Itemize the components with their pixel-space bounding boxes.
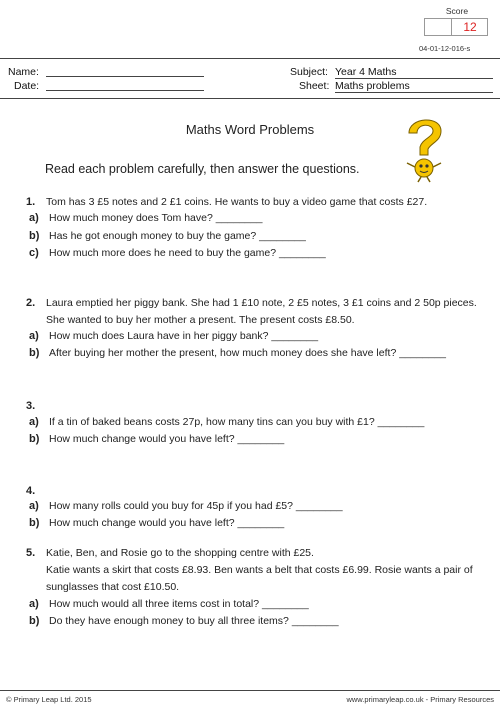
header-bottom-rule (0, 98, 500, 99)
sheet-code: 04-01-12-016-s (419, 44, 471, 53)
sub-question (29, 230, 306, 242)
score-entry-cell[interactable] (425, 19, 452, 35)
sub-text: Do they have enough money to buy all three items? ________ (49, 615, 339, 627)
question-4 (26, 484, 35, 498)
sub-label: a) (29, 330, 39, 342)
footer-link[interactable]: www.primaryleap.co.uk - Primary Resources (346, 695, 494, 704)
sub-question (29, 615, 339, 627)
subject-label: Subject: (290, 66, 328, 78)
date-field[interactable] (46, 90, 204, 91)
sub-text: How many rolls could you buy for 45p if you had £5? ________ (49, 500, 343, 512)
question-text-line-3: sunglasses that cost £10.50. (46, 581, 180, 593)
sub-text: If a tin of baked beans costs 27p, how many tins can you buy with £1? ________ (49, 416, 425, 428)
question-1 (26, 195, 35, 209)
sub-text: How much change would you have left? ________ (49, 433, 285, 445)
sub-question (29, 598, 309, 610)
name-row (8, 66, 39, 78)
date-row (14, 80, 39, 92)
question-2 (26, 296, 35, 310)
sub-label: a) (29, 416, 39, 428)
sub-text: How much change would you have left? ________ (49, 517, 285, 529)
sub-label: b) (29, 230, 40, 242)
date-label: Date: (14, 80, 40, 92)
sub-question (29, 212, 262, 224)
question-text-line-2: She wanted to buy her mother a present. The present costs £8.50. (46, 314, 355, 326)
sub-label: a) (29, 500, 39, 512)
sub-label: a) (29, 212, 39, 224)
sub-text: Has he got enough money to buy the game? ________ (49, 230, 306, 242)
question-3 (26, 399, 35, 413)
sub-text: How much more does he need to buy the game? ________ (49, 247, 326, 259)
sub-label: c) (29, 247, 39, 259)
sub-question (29, 517, 284, 529)
sub-label: b) (29, 347, 40, 359)
score-value: 12 (463, 20, 477, 34)
question-text: Tom has 3 £5 notes and 2 £1 coins. He wants to buy a video game that costs £27. (46, 196, 428, 208)
question-number: 1. (26, 196, 36, 208)
instructions: Read each problem carefully, then answer the questions. (45, 162, 360, 176)
question-number: 3. (26, 400, 36, 412)
question-text-line-2: Katie wants a skirt that costs £8.93. Ben wants a belt that costs £6.99. Rosie wants a pair of (46, 564, 473, 576)
page-title: Maths Word Problems (185, 122, 315, 137)
header-top-rule (0, 58, 500, 59)
sub-label: b) (29, 433, 40, 445)
score-label: Score (445, 6, 469, 16)
subject-value: Year 4 Maths (335, 66, 493, 79)
question-number: 4. (26, 485, 36, 497)
sub-question (29, 416, 424, 428)
question-mark-mascot-icon (395, 111, 455, 183)
sheet-label: Sheet: (299, 80, 330, 92)
name-label: Name: (8, 66, 39, 78)
sub-question (29, 433, 284, 445)
sub-label: a) (29, 598, 39, 610)
question-number: 5. (26, 547, 36, 559)
footer-copyright: © Primary Leap Ltd. 2015 (6, 695, 92, 704)
sub-text: How much would all three items cost in total? ________ (49, 598, 309, 610)
sub-question (29, 330, 318, 342)
question-5 (26, 546, 35, 560)
sub-question (29, 247, 326, 259)
sub-text: How much money does Tom have? ________ (49, 212, 263, 224)
sub-question (29, 500, 343, 512)
question-text: Katie, Ben, and Rosie go to the shopping centre with £25. (46, 547, 314, 559)
sub-question (29, 347, 446, 359)
sheet-value: Maths problems (335, 80, 493, 93)
name-field[interactable] (46, 76, 204, 77)
question-text: Laura emptied her piggy bank. She had 1 £10 note, 2 £5 notes, 3 £1 coins and 2 50p pieces. (46, 297, 477, 309)
footer-rule (0, 690, 500, 691)
score-box (424, 18, 488, 36)
sub-text: After buying her mother the present, how much money does she have left? ________ (49, 347, 446, 359)
sub-label: b) (29, 517, 40, 529)
sub-label: b) (29, 615, 40, 627)
question-number: 2. (26, 297, 36, 309)
sub-text: How much does Laura have in her piggy bank? ________ (49, 330, 319, 342)
